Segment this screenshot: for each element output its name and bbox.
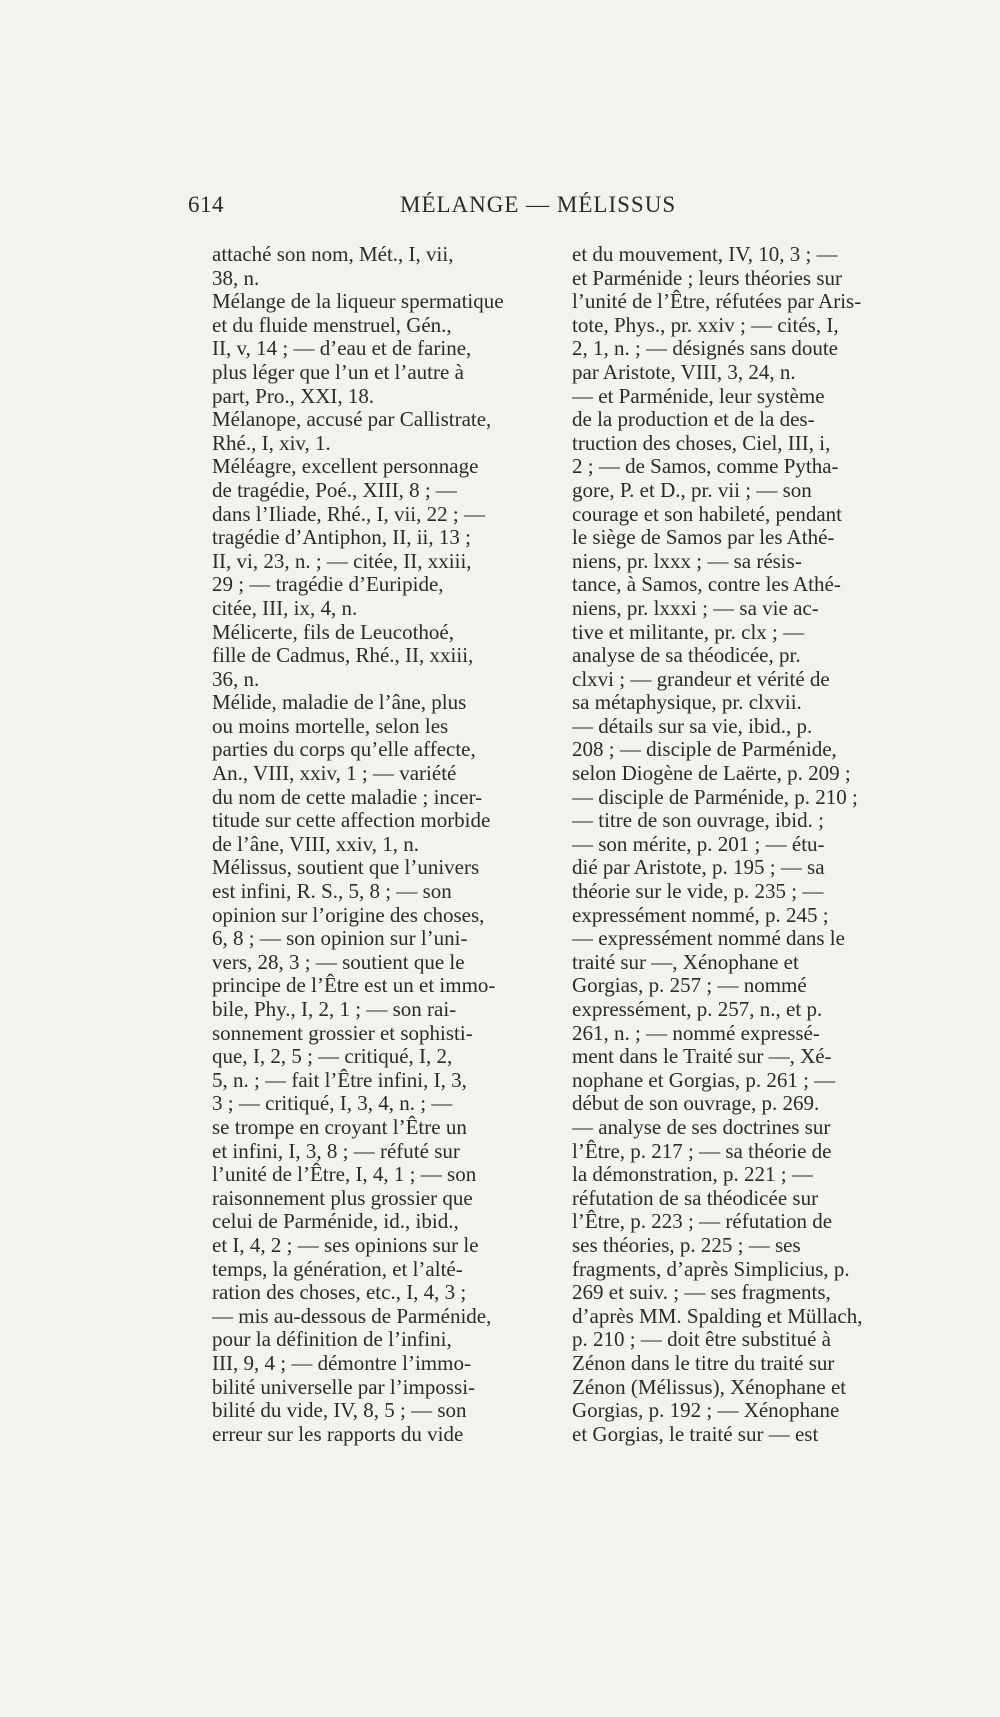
- text-line: tive et militante, pr. clx ; —: [572, 619, 805, 644]
- text-line: 38, n.: [212, 265, 260, 290]
- text-line: d’après MM. Spalding et Müllach,: [572, 1303, 863, 1328]
- text-line: 3 ; — critiqué, I, 3, 4, n. ; —: [212, 1091, 453, 1116]
- text-line: Gorgias, p. 257 ; — nommé: [572, 973, 807, 998]
- text-line: est infini, R. S., 5, 8 ; — son: [212, 879, 452, 904]
- text-line: parties du corps qu’elle affecte,: [212, 737, 476, 762]
- text-line: titude sur cette affection morbide: [212, 808, 491, 833]
- text-line: l’unité de l’Être, I, 4, 1 ; — son: [212, 1162, 477, 1187]
- text-line: tance, à Samos, contre les Athé-: [572, 572, 841, 597]
- text-line: clxvi ; — grandeur et vérité de: [572, 666, 830, 691]
- text-line: ou moins mortelle, selon les: [212, 713, 449, 738]
- text-line: 6, 8 ; — son opinion sur l’uni-: [212, 926, 468, 951]
- text-line: et Gorgias, le traité sur — est: [572, 1421, 819, 1446]
- text-line: part, Pro., XXI, 18.: [212, 383, 375, 408]
- text-line: sa métaphysique, pr. clxvii.: [572, 690, 802, 715]
- text-line: Mélide, maladie de l’âne, plus: [212, 690, 467, 715]
- text-line: réfutation de sa théodicée sur: [572, 1185, 819, 1210]
- text-line: An., VIII, xxiv, 1 ; — variété: [212, 761, 457, 786]
- left-column: [212, 243, 520, 1446]
- text-line: ses théories, p. 225 ; — ses: [572, 1232, 801, 1257]
- text-line: p. 210 ; — doit être substitué à: [572, 1327, 831, 1352]
- text-line: — détails sur sa vie, ibid., p.: [572, 713, 813, 738]
- text-line: ration des choses, etc., I, 4, 3 ;: [212, 1280, 467, 1305]
- text-line: citée, III, ix, 4, n.: [212, 595, 358, 620]
- text-line: — expressément nommé dans le: [572, 926, 845, 951]
- text-line: Zénon dans le titre du traité sur: [572, 1350, 835, 1375]
- text-line: l’Être, p. 223 ; — réfutation de: [572, 1209, 833, 1234]
- page-header: [0, 192, 1000, 232]
- text-line: le siège de Samos par les Athé-: [572, 525, 835, 550]
- text-line: celui de Parménide, id., ibid.,: [212, 1209, 459, 1234]
- text-line: — titre de son ouvrage, ibid. ;: [572, 808, 824, 833]
- text-line: dans l’Iliade, Rhé., I, vii, 22 ; —: [212, 501, 485, 526]
- text-line: et du mouvement, IV, 10, 3 ; —: [572, 242, 838, 266]
- text-line: se trompe en croyant l’Être un: [212, 1114, 467, 1139]
- text-line: plus léger que l’un et l’autre à: [212, 359, 464, 384]
- text-line: gore, P. et D., pr. vii ; — son: [572, 477, 812, 502]
- text-line: bilité universelle par l’impossi-: [212, 1374, 476, 1399]
- text-line: Méléagre, excellent personnage: [212, 454, 479, 479]
- text-line: courage et son habileté, pendant: [572, 501, 842, 526]
- text-line: Mélissus, soutient que l’univers: [212, 855, 480, 880]
- text-line: raisonnement plus grossier que: [212, 1185, 473, 1210]
- text-line: bile, Phy., I, 2, 1 ; — son rai-: [212, 997, 457, 1021]
- text-line: attaché son nom, Mét., I, vii,: [212, 242, 454, 266]
- text-line: 269 et suiv. ; — ses fragments,: [572, 1280, 831, 1305]
- text-line: ment dans le Traité sur —, Xé-: [572, 1044, 832, 1069]
- text-line: 29 ; — tragédie d’Euripide,: [212, 572, 444, 597]
- text-line: 5, n. ; — fait l’Être infini, I, 3,: [212, 1067, 467, 1092]
- text-line: niens, pr. lxxxi ; — sa vie ac-: [572, 595, 819, 620]
- text-line: 2 ; — de Samos, comme Pytha-: [572, 454, 839, 479]
- text-line: Mélicerte, fils de Leucothoé,: [212, 619, 454, 644]
- text-line: tragédie d’Antiphon, II, ii, 13 ;: [212, 525, 471, 550]
- text-line: et Parménide ; leurs théories sur: [572, 265, 843, 290]
- text-line: Rhé., I, xiv, 1.: [212, 430, 331, 455]
- text-line: pour la définition de l’infini,: [212, 1327, 452, 1352]
- text-line: Mélange de la liqueur spermatique: [212, 289, 504, 314]
- text-line: — mis au-dessous de Parménide,: [212, 1303, 492, 1328]
- text-line: — analyse de ses doctrines sur: [572, 1114, 831, 1139]
- text-line: du nom de cette maladie ; incer-: [212, 784, 483, 809]
- text-line: fragments, d’après Simplicius, p.: [572, 1256, 850, 1281]
- text-line: de tragédie, Poé., XIII, 8 ; —: [212, 477, 457, 502]
- text-line: et infini, I, 3, 8 ; — réfuté sur: [212, 1138, 460, 1163]
- text-line: III, 9, 4 ; — démontre l’immo-: [212, 1350, 471, 1375]
- text-line: tote, Phys., pr. xxiv ; — cités, I,: [572, 312, 839, 337]
- page-number: 614: [188, 192, 224, 217]
- text-line: Mélanope, accusé par Callistrate,: [212, 407, 492, 432]
- text-line: expressément, p. 257, n., et p.: [572, 997, 823, 1021]
- text-line: erreur sur les rapports du vide: [212, 1421, 464, 1446]
- text-line: l’Être, p. 217 ; — sa théorie de: [572, 1138, 832, 1163]
- text-line: niens, pr. lxxx ; — sa résis-: [572, 548, 802, 573]
- text-line: expressément nommé, p. 245 ;: [572, 902, 829, 927]
- text-line: la démonstration, p. 221 ; —: [572, 1162, 813, 1187]
- text-line: II, v, 14 ; — d’eau et de farine,: [212, 336, 472, 361]
- text-line: 208 ; — disciple de Parménide,: [572, 737, 837, 762]
- text-line: principe de l’Être est un et immo-: [212, 973, 496, 998]
- running-head: MÉLANGE — MÉLISSUS: [400, 192, 677, 217]
- text-line: nophane et Gorgias, p. 261 ; —: [572, 1067, 836, 1092]
- text-line: fille de Cadmus, Rhé., II, xxiii,: [212, 643, 474, 668]
- text-line: début de son ouvrage, p. 269.: [572, 1091, 820, 1116]
- text-line: par Aristote, VIII, 3, 24, n.: [572, 359, 796, 384]
- right-column: [572, 243, 882, 1446]
- text-line: et du fluide menstruel, Gén.,: [212, 312, 452, 337]
- text-line: II, vi, 23, n. ; — citée, II, xxiii,: [212, 548, 472, 573]
- text-line: 36, n.: [212, 666, 260, 691]
- text-line: truction des choses, Ciel, III, i,: [572, 430, 831, 455]
- text-line: sonnement grossier et sophisti-: [212, 1020, 473, 1045]
- text-line: traité sur —, Xénophane et: [572, 949, 799, 974]
- text-line: 261, n. ; — nommé expressé-: [572, 1020, 820, 1045]
- text-line: 2, 1, n. ; — désignés sans doute: [572, 336, 838, 361]
- text-line: analyse de sa théodicée, pr.: [572, 643, 801, 668]
- text-line: de la production et de la des-: [572, 407, 815, 432]
- text-line: Gorgias, p. 192 ; — Xénophane: [572, 1398, 840, 1423]
- text-line: selon Diogène de Laërte, p. 209 ;: [572, 761, 851, 786]
- text-line: — son mérite, p. 201 ; — étu-: [572, 831, 825, 856]
- text-line: l’unité de l’Être, réfutées par Aris-: [572, 289, 862, 314]
- text-line: Zénon (Mélissus), Xénophane et: [572, 1374, 847, 1399]
- text-line: — disciple de Parménide, p. 210 ;: [572, 784, 858, 809]
- text-line: que, I, 2, 5 ; — critiqué, I, 2,: [212, 1044, 453, 1069]
- text-line: dié par Aristote, p. 195 ; — sa: [572, 855, 825, 880]
- text-line: théorie sur le vide, p. 235 ; —: [572, 879, 824, 904]
- text-line: vers, 28, 3 ; — soutient que le: [212, 949, 465, 974]
- text-line: de l’âne, VIII, xxiv, 1, n.: [212, 831, 420, 856]
- text-line: et I, 4, 2 ; — ses opinions sur le: [212, 1232, 479, 1257]
- text-line: temps, la génération, et l’alté-: [212, 1256, 463, 1281]
- text-line: opinion sur l’origine des choses,: [212, 902, 485, 927]
- text-line: bilité du vide, IV, 8, 5 ; — son: [212, 1398, 467, 1423]
- text-line: — et Parménide, leur système: [572, 383, 825, 408]
